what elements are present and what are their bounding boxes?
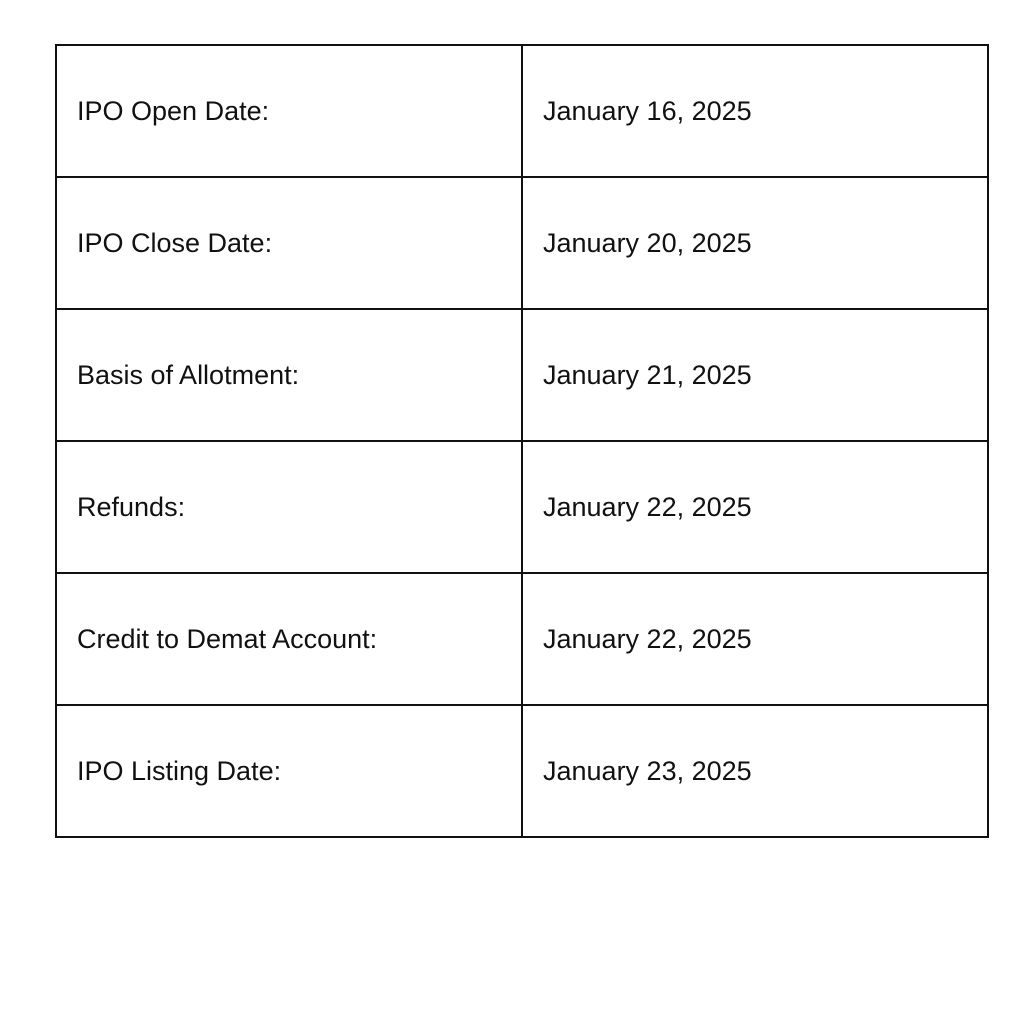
row-label-credit-to-demat: Credit to Demat Account: — [56, 573, 522, 705]
row-value-ipo-close-date: January 20, 2025 — [522, 177, 988, 309]
row-value-ipo-listing-date: January 23, 2025 — [522, 705, 988, 837]
row-value-credit-to-demat: January 22, 2025 — [522, 573, 988, 705]
table-row — [56, 705, 988, 837]
row-label-ipo-close-date: IPO Close Date: — [56, 177, 522, 309]
row-value-ipo-open-date: January 16, 2025 — [522, 45, 988, 177]
row-label-ipo-listing-date: IPO Listing Date: — [56, 705, 522, 837]
row-value-refunds: January 22, 2025 — [522, 441, 988, 573]
table-row — [56, 177, 988, 309]
ipo-schedule-table — [55, 44, 989, 838]
row-label-refunds: Refunds: — [56, 441, 522, 573]
row-label-ipo-open-date: IPO Open Date: — [56, 45, 522, 177]
row-value-basis-of-allotment: January 21, 2025 — [522, 309, 988, 441]
row-label-basis-of-allotment: Basis of Allotment: — [56, 309, 522, 441]
table-row — [56, 441, 988, 573]
table-row — [56, 573, 988, 705]
table-row — [56, 309, 988, 441]
ipo-schedule-body — [56, 45, 988, 837]
table-row — [56, 45, 988, 177]
